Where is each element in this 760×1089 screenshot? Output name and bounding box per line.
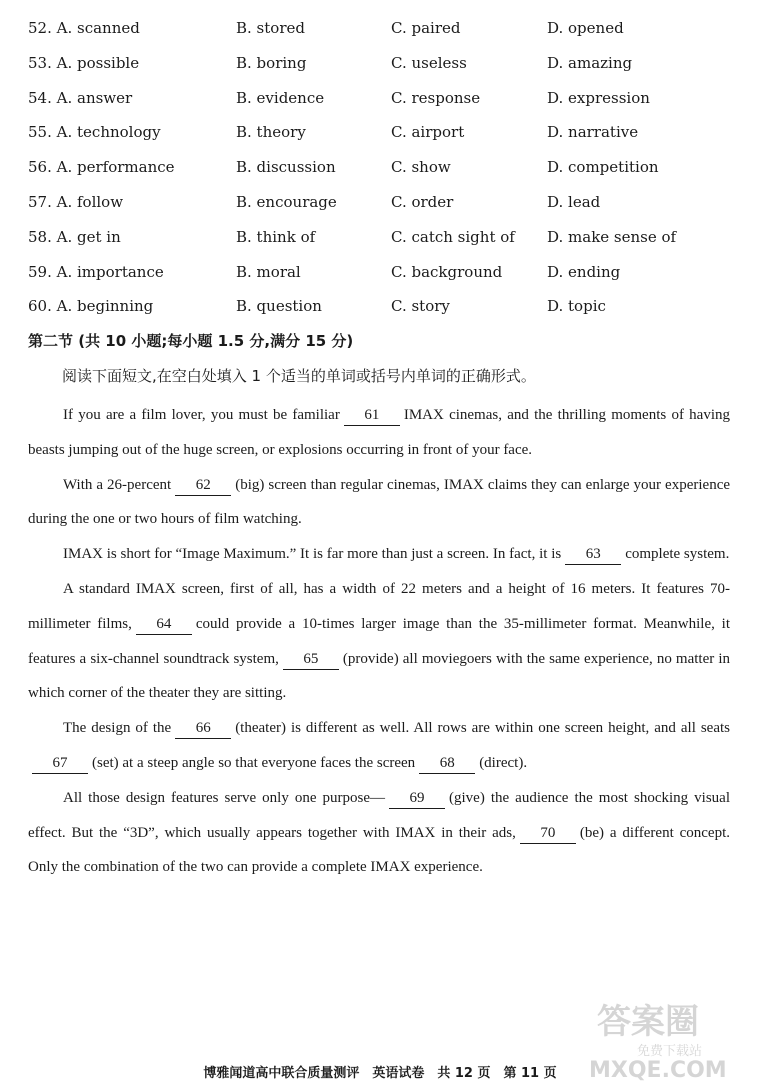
paragraph-4: A standard IMAX screen, first of all, has a width of 22 meters and a height of 16 meters. It features 70-millimeter films, 64 could provide a 10-times larger image than the 35-millimeter format. Meanwhile, it features a six-channel soundtrack system, 65 (provide) all moviegoers with the same experience, no matter in which corner of the theater they are sitting.: [28, 580, 730, 702]
paragraph-5: The design of the 66 (theater) is different as well. All rows are within one screen height, and all seats67 (set) at a steep angle so that everyone faces the screen 68 (direct).: [28, 711, 730, 781]
option-a: 59. A. importance: [28, 262, 164, 281]
option-b: B. theory: [236, 123, 306, 142]
blank-63[interactable]: 63: [565, 544, 621, 565]
option-d: D. topic: [547, 297, 606, 316]
option-b: B. question: [236, 297, 322, 316]
option-c: C. order: [391, 192, 454, 211]
option-c: C. airport: [391, 123, 465, 142]
blank-61[interactable]: 61: [344, 405, 400, 426]
option-a: 58. A. get in: [28, 227, 121, 246]
blank-69[interactable]: 69: [389, 788, 445, 809]
option-c: C. paired: [391, 19, 461, 37]
option-b: B. encourage: [236, 192, 337, 211]
option-a: 57. A. follow: [28, 192, 124, 211]
answer-options: [28, 14, 738, 327]
option-b: B. stored: [236, 19, 305, 37]
option-d: D. lead: [547, 192, 601, 211]
blank-67[interactable]: 67: [32, 753, 88, 774]
question-60: [28, 292, 738, 327]
option-c: C. catch sight of: [391, 227, 515, 246]
option-d: D. amazing: [547, 53, 633, 72]
watermark-url: MXQE.COM: [589, 1058, 727, 1081]
option-d: D. ending: [547, 262, 621, 281]
instruction-text: 阅读下面短文,在空白处填入 1 个适当的单词或括号内单词的正确形式。: [62, 367, 536, 385]
option-d: D. opened: [547, 19, 624, 37]
blank-70[interactable]: 70: [520, 823, 576, 844]
paragraph-3: IMAX is short for “Image Maximum.” It is far more than just a screen. In fact, it is 63 complete system.: [28, 537, 730, 572]
option-a: 56. A. performance: [28, 158, 175, 177]
blank-64[interactable]: 64: [136, 614, 192, 635]
option-c: C. response: [391, 88, 481, 107]
blank-66[interactable]: 66: [175, 718, 231, 739]
section-title: 第二节 (共 10 小题;每小题 1.5 分,满分 15 分): [28, 332, 354, 350]
question-57: [28, 188, 738, 223]
blank-68[interactable]: 68: [419, 753, 475, 774]
question-58: [28, 223, 738, 258]
question-59: [28, 258, 738, 293]
blank-62[interactable]: 62: [175, 475, 231, 496]
question-54: [28, 84, 738, 119]
option-b: B. discussion: [236, 158, 336, 177]
option-c: C. background: [391, 262, 503, 281]
blank-65[interactable]: 65: [283, 649, 339, 670]
option-a: 55. A. technology: [28, 123, 161, 142]
option-d: D. expression: [547, 88, 650, 107]
option-d: D. make sense of: [547, 227, 677, 246]
option-d: D. competition: [547, 158, 659, 177]
paragraph-1: If you are a film lover, you must be familiar 61 IMAX cinemas, and the thrilling moments of having beasts jumping out of the huge screen, or explosions occurring in front of your face.: [28, 407, 731, 458]
option-a: 53. A. possible: [28, 53, 140, 72]
option-a: 52. A. scanned: [28, 19, 140, 37]
option-b: B. evidence: [236, 88, 325, 107]
option-c: C. useless: [391, 53, 467, 72]
option-a: 54. A. answer: [28, 88, 133, 107]
option-b: B. boring: [236, 53, 307, 72]
reading-passage: [28, 398, 730, 885]
option-c: C. show: [391, 158, 451, 177]
option-b: B. moral: [236, 262, 301, 281]
question-56: [28, 153, 738, 188]
option-d: D. narrative: [547, 123, 639, 142]
watermark-subtitle: 免费下载站: [637, 1044, 703, 1059]
option-a: 60. A. beginning: [28, 297, 154, 316]
watermark-title: 答案圈: [597, 1002, 699, 1042]
paragraph-6: All those design features serve only one purpose— 69 (give) the audience the most shocking visual effect. But the “3D”, which usually appears together with IMAX in their ads, 70 (be) a different concept. Only the combination of the two can provide a complete IMAX experience.: [28, 789, 731, 876]
question-55: [28, 118, 738, 153]
option-c: C. story: [391, 297, 450, 316]
page-footer: 博雅闻道高中联合质量测评 英语试卷 共 12 页 第 11 页: [203, 1066, 557, 1081]
paragraph-2: With a 26-percent 62 (big) screen than regular cinemas, IMAX claims they can enlarge your experience during the one or two hours of film watching.: [28, 476, 731, 528]
option-b: B. think of: [236, 227, 316, 246]
question-53: [28, 49, 738, 84]
question-52: [28, 14, 738, 49]
